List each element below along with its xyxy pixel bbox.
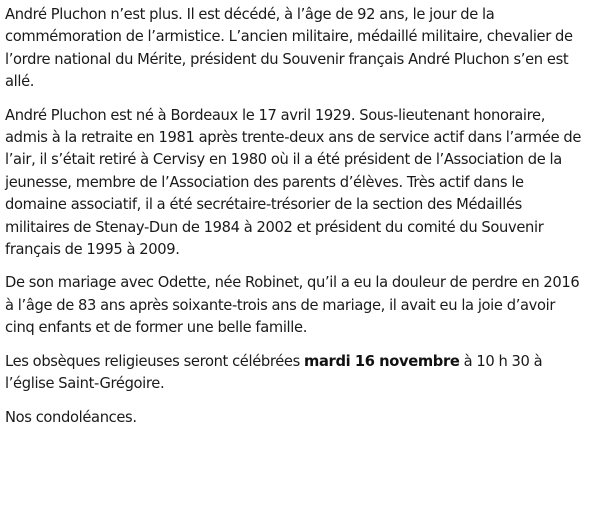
article-paragraph-intro: André Pluchon n’est plus. Il est décédé, à l’âge de 92 ans, le jour de la commémoration de l’armistice. L’ancien militaire, médaillé militaire, chevalier de l’ordre national du Mérite, président du Souvenir français André Pluchon s’en est allé. [5, 6, 573, 91]
article-paragraph-family: De son mariage avec Odette, née Robinet, qu’il a eu la douleur de perdre en 2016 à l’âge de 83 ans après soixante-trois ans de mariage, il avait eu la joie d’avoir cinq enfants et de former une belle famille. [5, 274, 580, 337]
article-paragraph-closing: Nos condoléances. [5, 408, 137, 426]
funeral-date: mardi 16 novembre [304, 352, 460, 370]
article-paragraph-biography: André Pluchon est né à Bordeaux le 17 avril 1929. Sous-lieutenant honoraire, admis à la retraite en 1981 après trente-deux ans de service actif dans l’armée de l’air, il s’était retiré à Cervisy en 1980 où il a été président de l’Association de la jeunesse, membre de l’Association des parents d’élèves. Très actif dans le domaine associatif, il a été secrétaire-trésorier de la section des Médaillés militaires de Stenay-Dun de 1984 à 2002 et président du comité du Souvenir français de 1995 à 2009. [5, 106, 582, 259]
funeral-text-after: à 10 h 30 à l’église Saint-Grégoire. [5, 352, 543, 393]
article-paragraph-funeral [5, 351, 588, 396]
funeral-text-before: Les obsèques religieuses seront célébrées [5, 352, 305, 370]
obituary-article [5, 0, 588, 440]
